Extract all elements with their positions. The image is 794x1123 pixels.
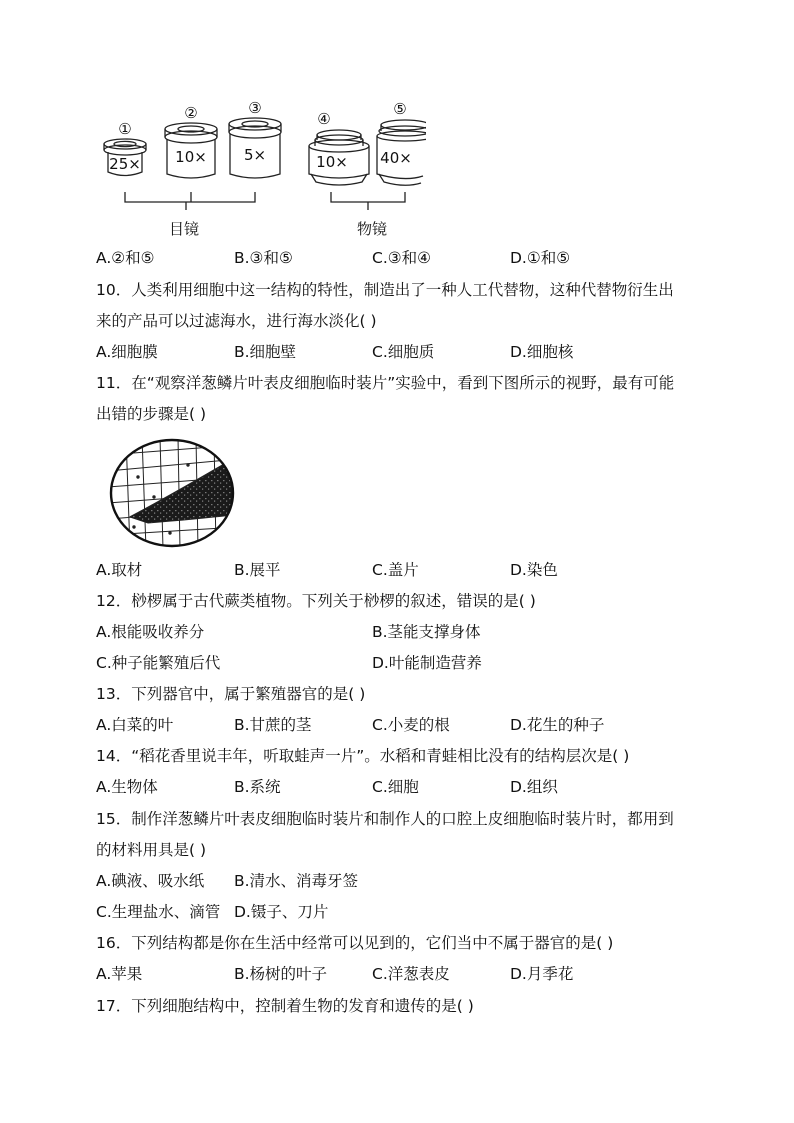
q17-stem: 17．下列细胞结构中，控制着生物的发育和遗传的是( ) [96,997,474,1015]
q16-option-d: D.月季花 [510,965,574,983]
q12-stem: 12．桫椤属于古代蕨类植物。下列关于桫椤的叙述，错误的是( ) [96,592,536,610]
q13-option-d: D.花生的种子 [510,716,605,734]
microscope-lens-figure [96,96,426,240]
q15-option-c: C.生理盐水、滴管 [96,903,221,921]
q9-option-a: A.②和⑤ [96,249,155,267]
q16-option-a: A.苹果 [96,965,143,983]
q12-option-b: B.茎能支撑身体 [372,623,481,641]
q11-option-a: A.取材 [96,561,143,579]
q14-option-b: B.系统 [234,778,281,796]
q15-option-d: D.镊子、刀片 [234,903,329,921]
q9-option-b: B.③和⑤ [234,249,293,267]
q14-option-a: A.生物体 [96,778,158,796]
lens-2-number: ② [184,104,198,122]
lens-3-number: ③ [248,99,262,117]
q16-option-c: C.洋葱表皮 [372,965,450,983]
q10-option-c: C.细胞质 [372,343,435,361]
q15-stem-line-2: 的材料用具是( ) [96,841,207,859]
objective-bracket [331,192,405,210]
q13-option-a: A.白菜的叶 [96,716,174,734]
lens-1-number: ① [118,120,132,138]
q12-option-d: D.叶能制造营养 [372,654,482,672]
q9-option-d: D.①和⑤ [510,249,571,267]
q14-option-c: C.细胞 [372,778,419,796]
lens-2-magnification: 10× [175,148,207,166]
q13-option-c: C.小麦的根 [372,716,450,734]
q15-option-a: A.碘液、吸水纸 [96,872,205,890]
q14-stem: 14．“稻花香里说丰年，听取蛙声一片”。水稻和青蛙相比没有的结构层次是( ) [96,747,630,765]
eyepiece-bracket [125,192,255,210]
lens-4-magnification: 10× [316,153,348,171]
lens-4-number: ④ [317,110,331,128]
lens-5-number: ⑤ [393,100,407,118]
q11-stem-line-1: 11．在“观察洋葱鳞片叶表皮细胞临时装片”实验中，看到下图所示的视野，最有可能 [96,374,675,392]
q12-option-c: C.种子能繁殖后代 [96,654,221,672]
q15-option-b: B.清水、消毒牙签 [234,872,359,890]
q16-stem: 16．下列结构都是你在生活中经常可以见到的，它们当中不属于器官的是( ) [96,934,614,952]
q16-option-b: B.杨树的叶子 [234,965,328,983]
q10-option-a: A.细胞膜 [96,343,158,361]
q10-stem-line-2: 来的产品可以过滤海水，进行海水淡化( ) [96,312,377,330]
lens-3-magnification: 5× [243,146,267,164]
q13-stem: 13．下列器官中，属于繁殖器官的是( ) [96,685,366,703]
lens-5-magnification: 40× [380,149,412,167]
lens-1-magnification: 25× [109,155,141,173]
q10-stem-line-1: 10．人类利用细胞中这一结构的特性，制造出了一种人工代替物，这种代替物衍生出 [96,281,674,299]
q15-stem-line-1: 15．制作洋葱鳞片叶表皮细胞临时装片和制作人的口腔上皮细胞临时装片时，都用到 [96,810,674,828]
q11-option-b: B.展平 [234,561,281,579]
q12-option-a: A.根能吸收养分 [96,623,205,641]
eyepiece-label: 目镜 [168,220,200,238]
q10-option-b: B.细胞壁 [234,343,297,361]
microscope-field-figure [108,437,238,549]
q13-option-b: B.甘蔗的茎 [234,716,312,734]
objective-label: 物镜 [356,220,388,238]
q11-stem-line-2: 出错的步骤是( ) [96,405,207,423]
q9-option-c: C.③和④ [372,249,432,267]
q11-option-d: D.染色 [510,561,558,579]
q11-option-c: C.盖片 [372,561,419,579]
q14-option-d: D.组织 [510,778,558,796]
q10-option-d: D.细胞核 [510,343,574,361]
